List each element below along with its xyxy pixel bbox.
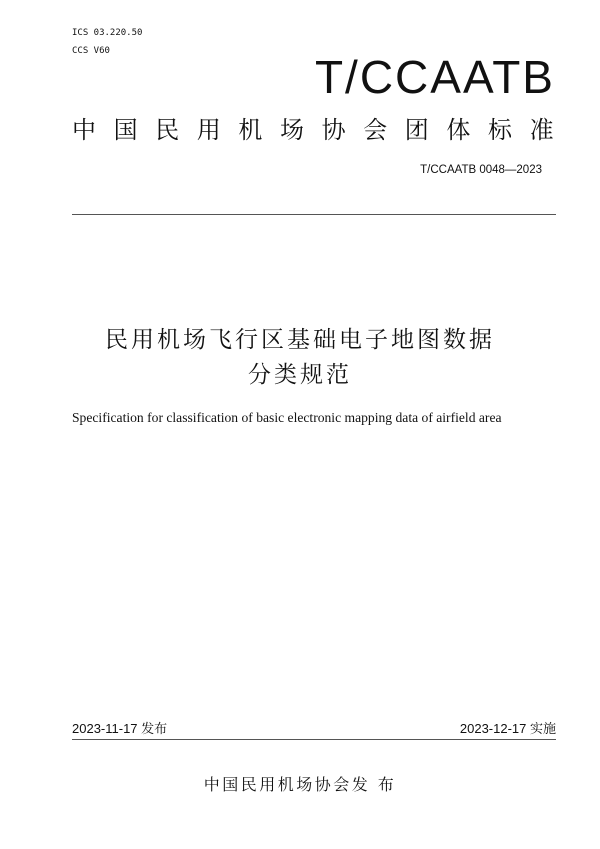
- title-en: Specification for classification of basic electronic mapping data of airfield area: [72, 410, 502, 425]
- publish-date: 2023-11-17 发布: [72, 721, 168, 736]
- publisher: 中国民用机场协会发 布: [203, 775, 397, 794]
- ics-code: ICS 03.220.50: [72, 28, 143, 38]
- ccs-code: CCS V60: [72, 46, 110, 56]
- title-zh-line1: 民用机场飞行区基础电子地图数据: [105, 327, 495, 353]
- title-zh-line2: 分类规范: [248, 362, 352, 388]
- standard-number: T/CCAATB 0048—2023: [420, 164, 542, 176]
- footer-divider: [72, 739, 556, 740]
- org-standard-type: 中国民用机场协会团体标准: [72, 116, 572, 144]
- implement-date: 2023-12-17 实施: [459, 721, 556, 736]
- standard-prefix: T/CCAATB: [314, 51, 555, 103]
- header-divider: [72, 214, 556, 215]
